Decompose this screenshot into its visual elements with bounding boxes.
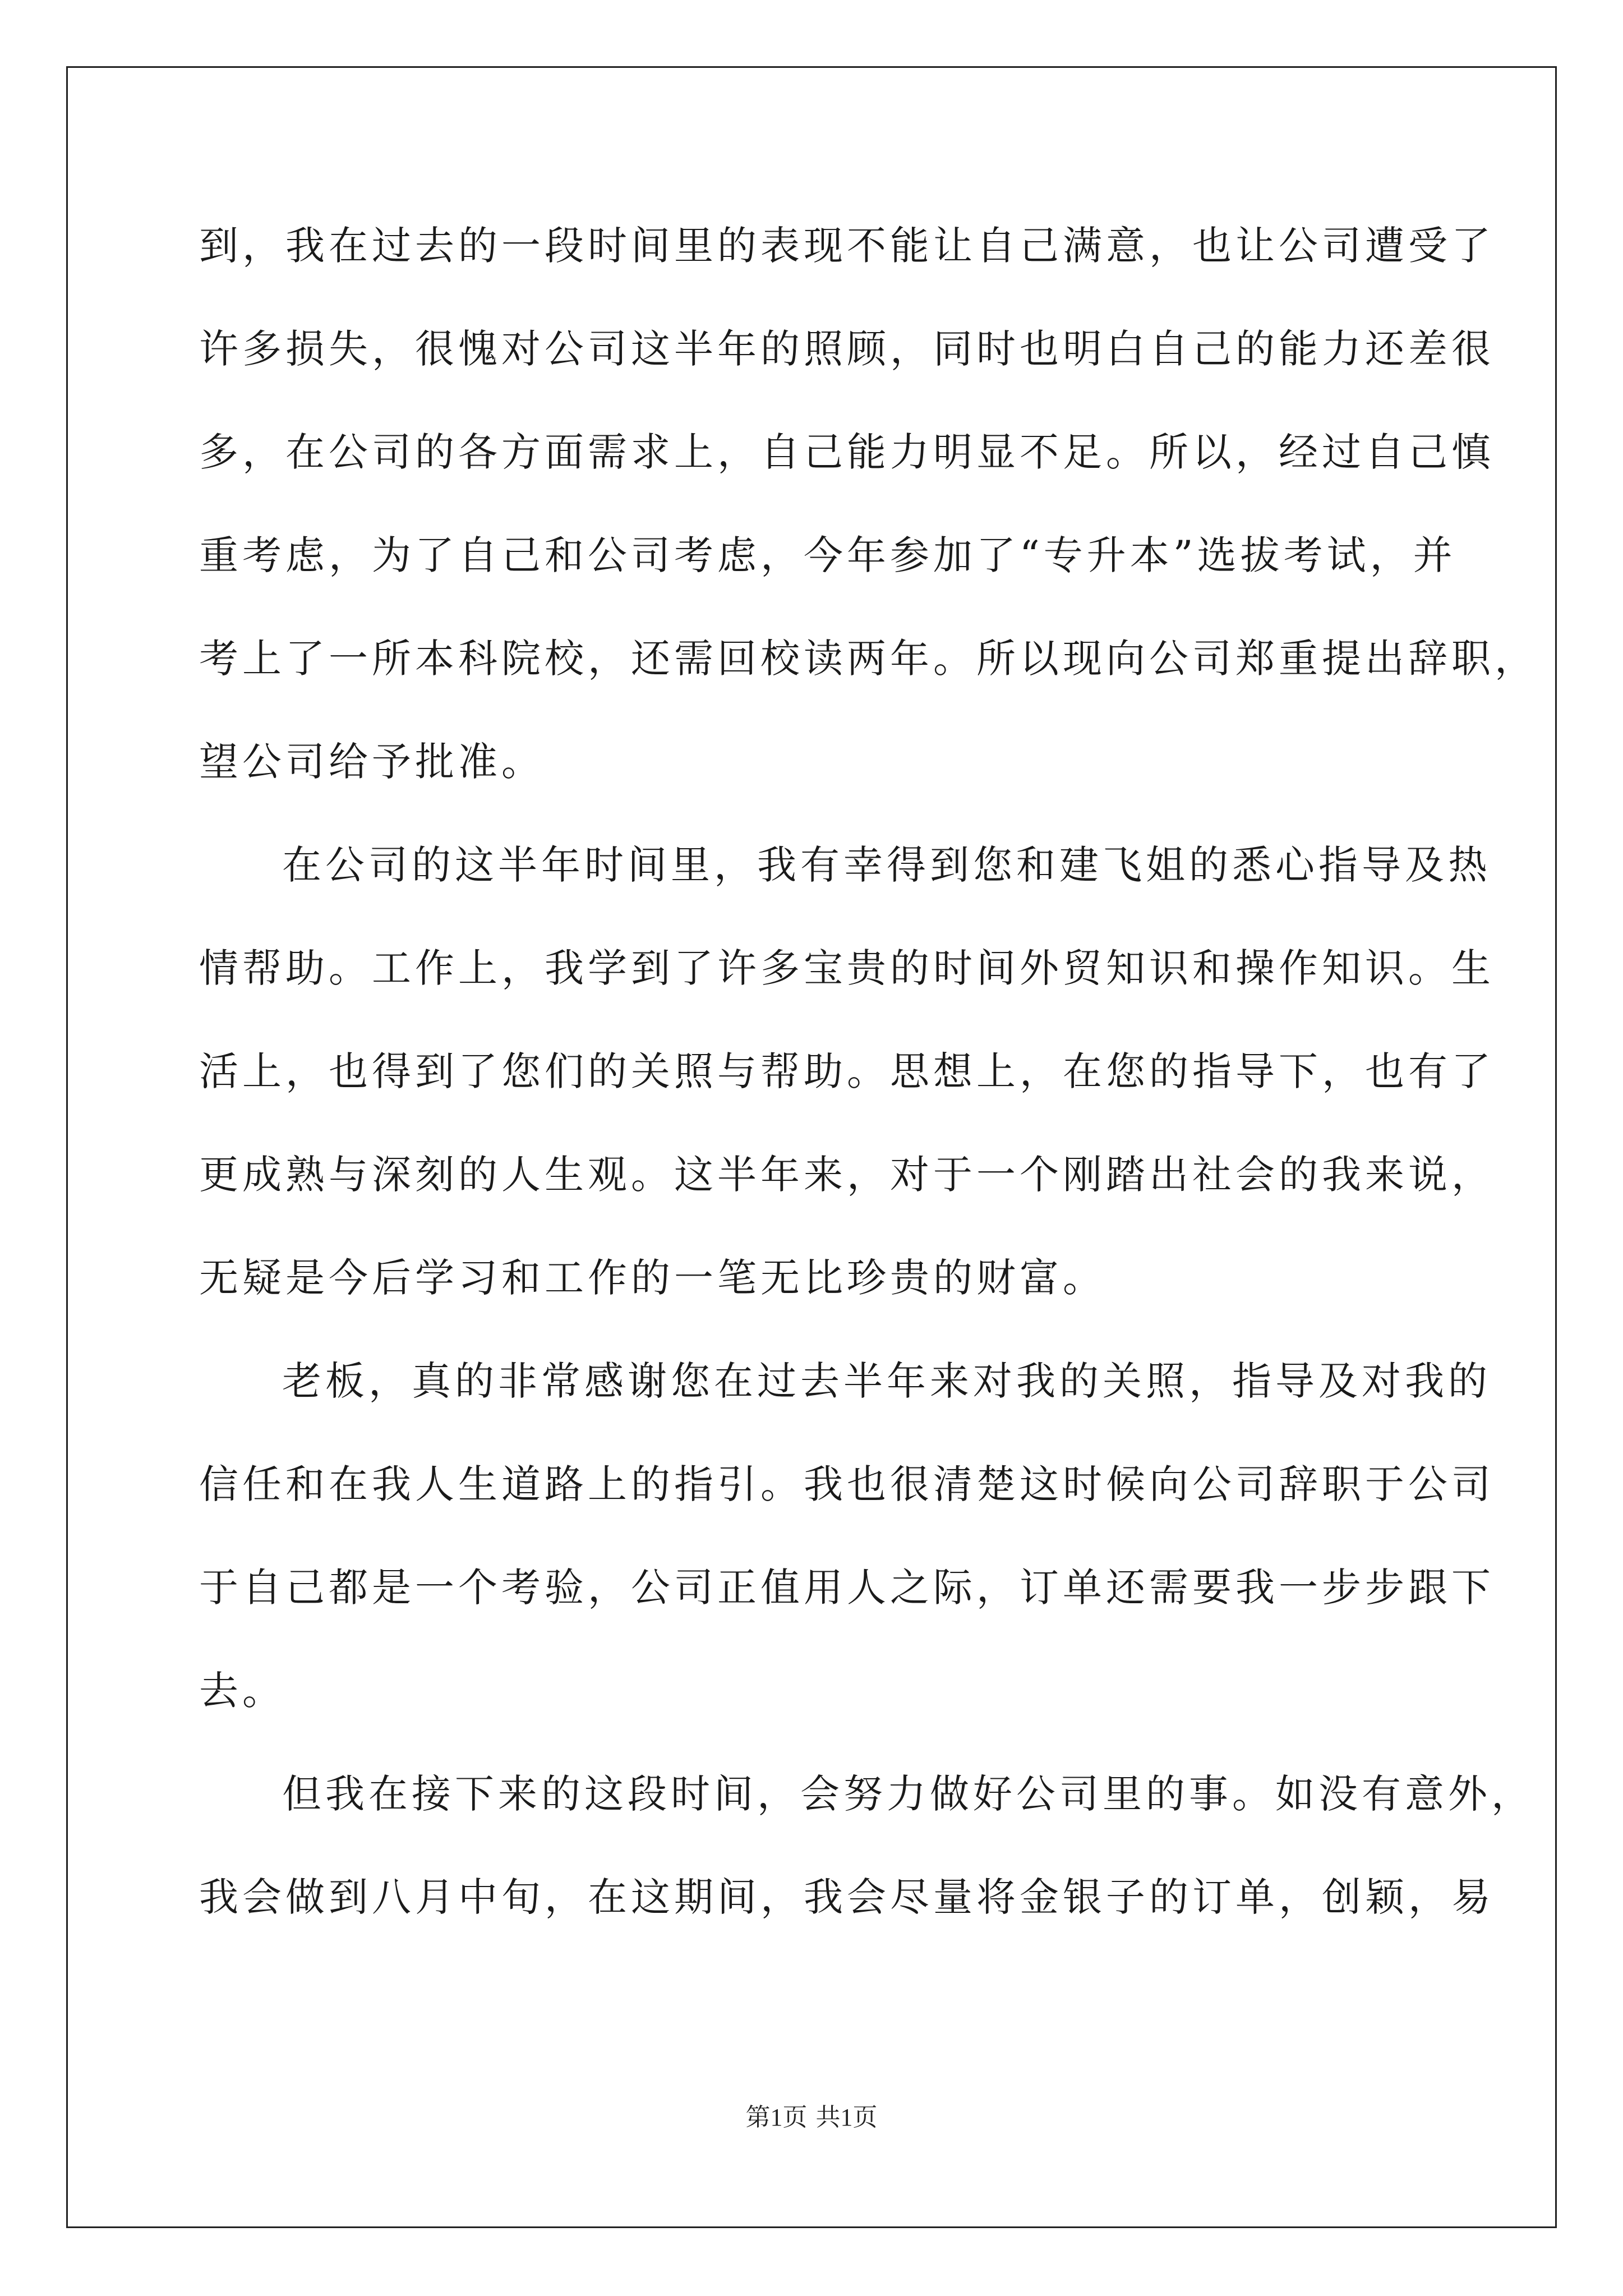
text-line: 去。 bbox=[199, 1668, 285, 1714]
text-line: 我会做到八月中旬，在这期间，我会尽量将金银子的订单，创颖，易 bbox=[199, 1874, 1495, 1920]
page-footer: 第1页 共1页 bbox=[745, 2104, 878, 2131]
text-line: 更成熟与深刻的人生观。这半年来，对于一个刚踏出社会的我来说， bbox=[199, 1152, 1495, 1198]
text-line: 望公司给予批准。 bbox=[199, 739, 545, 785]
text-line: 信任和在我人生道路上的指引。我也很清楚这时候向公司辞职于公司 bbox=[199, 1461, 1495, 1507]
text-line: 于自己都是一个考验，公司正值用人之际，订单还需要我一步步跟下 bbox=[199, 1565, 1495, 1611]
paragraph-first-line: 在公司的这半年时间里，我有幸得到您和建飞姐的悉心指导及热 bbox=[282, 842, 1491, 888]
document-body bbox=[199, 194, 1538, 1949]
text-line: 多，在公司的各方面需求上，自己能力明显不足。所以，经过自己慎 bbox=[199, 429, 1495, 475]
text-line: 无疑是今后学习和工作的一笔无比珍贵的财富。 bbox=[199, 1255, 1106, 1301]
text-line: 重考虑，为了自己和公司考虑，今年参加了“专升本”选拔考试，并 bbox=[199, 532, 1456, 578]
paragraph-first-line: 老板，真的非常感谢您在过去半年来对我的关照，指导及对我的 bbox=[282, 1358, 1491, 1404]
paragraph-first-line: 但我在接下来的这段时间，会努力做好公司里的事。如没有意外， bbox=[282, 1771, 1534, 1817]
text-line: 活上，也得到了您们的关照与帮助。思想上，在您的指导下，也有了 bbox=[199, 1048, 1495, 1094]
text-line: 许多损失，很愧对公司这半年的照顾，同时也明白自己的能力还差很 bbox=[199, 326, 1495, 372]
text-line: 考上了一所本科院校，还需回校读两年。所以现向公司郑重提出辞职， bbox=[199, 636, 1538, 682]
text-line: 到，我在过去的一段时间里的表现不能让自己满意，也让公司遭受了 bbox=[199, 223, 1495, 269]
text-line: 情帮助。工作上，我学到了许多宝贵的时间外贸知识和操作知识。生 bbox=[199, 945, 1495, 991]
